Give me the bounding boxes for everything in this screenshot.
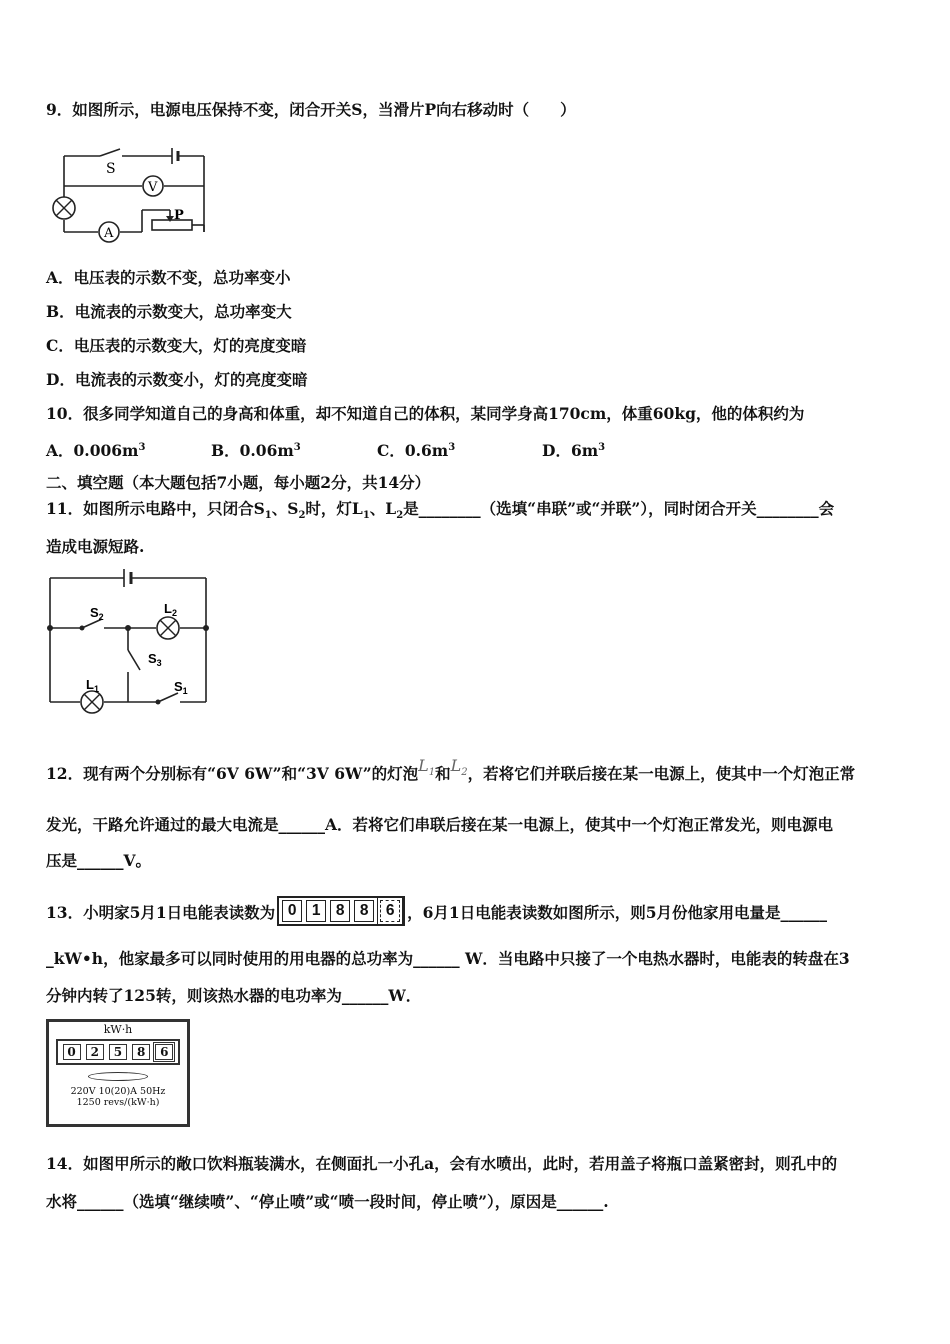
q13-stem-line3: 分钟内转了125转，则该热水器的电功率为______W． bbox=[46, 986, 422, 1005]
q13-stem-line2: _kW•h，他家最多可以同时使用的用电器的总功率为______ W．当电路中只接了一个电热水器时，电能表的转盘在3 bbox=[46, 949, 850, 968]
meter-unit: kW·h bbox=[103, 1023, 133, 1036]
section-title: 二、填空题（本大题包括7小题，每小题2分，共14分） bbox=[46, 473, 431, 492]
meter-spec2: 1250 revs/(kW·h) bbox=[76, 1097, 160, 1108]
q13-stem: 13．小明家5月1日电能表读数为 0 1 8 8 6 ，6月1日电能表读数如图所示，则5月份他家用电量是______ bbox=[46, 899, 827, 929]
q11-stem: 11．如图所示电路中，只闭合$S_1$、$S_2$时，灯$L_1$、$L_2$是________（选填“串联”或“并联”），同时闭合开关________会 bbox=[46, 499, 835, 522]
voltmeter-label: V bbox=[148, 180, 158, 195]
l1-symbol: $L_1$ bbox=[418, 756, 436, 779]
q9-option-d: D．电流表的示数变小，灯的亮度变暗 bbox=[46, 370, 308, 389]
q9-option-a: A．电压表的示数不变，总功率变小 bbox=[46, 268, 291, 287]
l2-label: $L_2$ bbox=[164, 601, 177, 618]
q10-option-c: C．$0.6m^3$ bbox=[377, 441, 456, 461]
s1-label: $S_1$ bbox=[174, 679, 188, 696]
s2-label: $S_2$ bbox=[90, 605, 104, 622]
meter-digits: 0 2 5 8 6 bbox=[56, 1039, 180, 1065]
switch-label: S bbox=[106, 161, 116, 177]
q9-circuit-diagram bbox=[46, 140, 216, 250]
q9-option-b: B．电流表的示数变大，总功率变大 bbox=[46, 302, 292, 321]
meter-dial bbox=[88, 1072, 148, 1081]
electric-meter-figure bbox=[46, 1019, 190, 1127]
q12-stem-line3: 压是______V。 bbox=[46, 851, 152, 870]
l1-label: $L_1$ bbox=[86, 677, 99, 694]
q11-circuit-diagram bbox=[44, 566, 214, 716]
meter-reading-inline: 0 1 8 8 6 bbox=[277, 896, 405, 926]
q14-stem-line2: 水将______（选填“继续喷”、“停止喷”或“喷一段时间，停止喷”），原因是______. bbox=[46, 1192, 609, 1211]
meter-spec1: 220V 10(20)A 50Hz bbox=[70, 1086, 166, 1097]
q10-option-d: D．$6m^3$ bbox=[542, 441, 606, 461]
q12-stem-line2: 发光，干路允许通过的最大电流是______A．若将它们串联后接在某一电源上，使其中一个灯泡正常发光，则电源电 bbox=[46, 815, 834, 834]
q12-stem: 12．现有两个分别标有“6V 6W”和“3V 6W”的灯泡$L_1$和$L_2$，若将它们并联后接在某一电源上，使其中一个灯泡正常 bbox=[46, 756, 856, 783]
q10-option-b: B．$0.06m^3$ bbox=[211, 441, 301, 461]
s3-label: $S_3$ bbox=[148, 651, 162, 668]
q9-stem: 9．如图所示，电源电压保持不变，闭合开关S，当滑片P向右移动时（ ） bbox=[46, 100, 576, 119]
q11-stem-line2: 造成电源短路. bbox=[46, 537, 145, 556]
q9-option-c: C．电压表的示数变大，灯的亮度变暗 bbox=[46, 336, 307, 355]
slider-label: P bbox=[174, 208, 184, 223]
l2-symbol: $L_2$ bbox=[450, 756, 468, 779]
q10-stem: 10．很多同学知道自己的身高和体重，却不知道自己的体积，某同学身高170cm，体重60kg，他的体积约为 bbox=[46, 404, 805, 423]
q10-option-a: A．$0.006m^3$ bbox=[46, 441, 146, 461]
ammeter-label: A bbox=[104, 226, 114, 241]
q14-stem: 14．如图甲所示的敞口饮料瓶装满水，在侧面扎一小孔a，会有水喷出，此时，若用盖子将瓶口盖紧密封，则孔中的 bbox=[46, 1154, 838, 1173]
